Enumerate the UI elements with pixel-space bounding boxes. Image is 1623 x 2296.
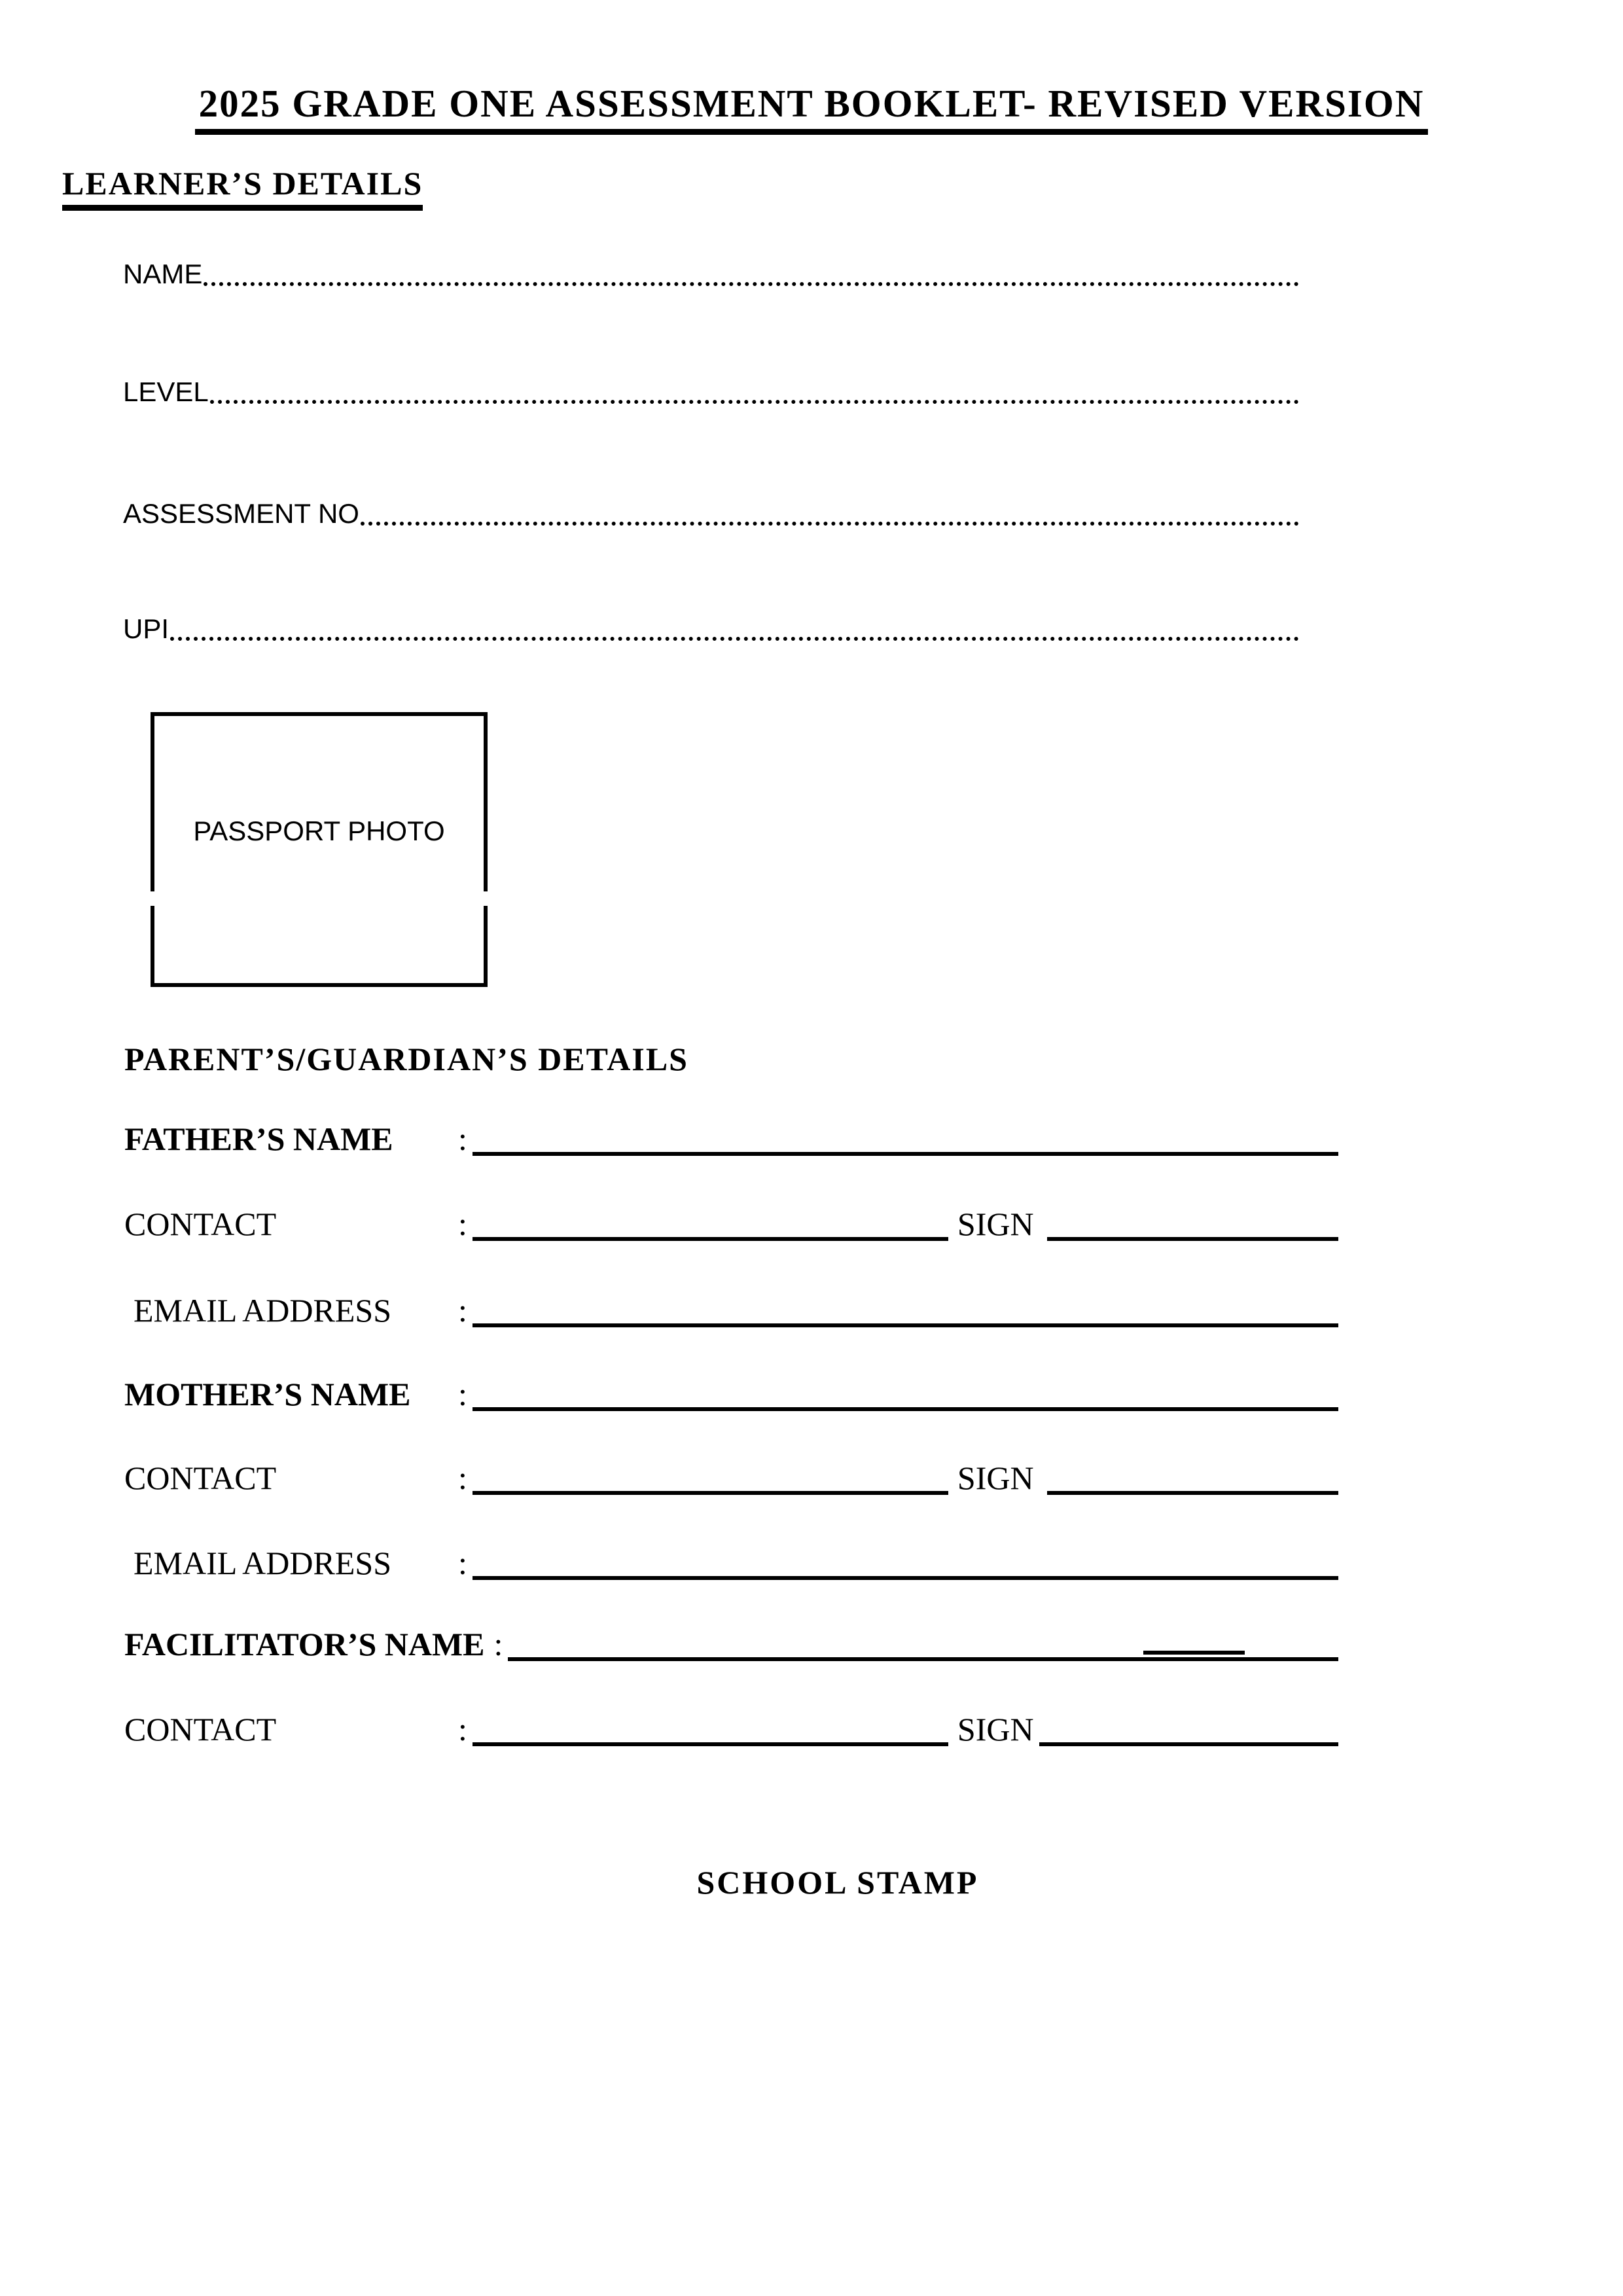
sign-label: SIGN (957, 1205, 1034, 1242)
parents-guardians-section (124, 1041, 688, 1079)
form-label-facilitators-name: FACILITATOR’S NAME (124, 1625, 485, 1662)
form-label-mothers-name: MOTHER’S NAME (124, 1375, 411, 1412)
form-row-fathers-name (124, 1121, 1338, 1158)
fill-line (473, 1323, 1338, 1327)
sign-fill-line (1047, 1237, 1338, 1241)
sign-label: SIGN (957, 1459, 1034, 1496)
passport-photo-label: PASSPORT PHOTO (193, 816, 445, 846)
field-label-assessment-no: ASSESSMENT NO (123, 497, 359, 529)
form-label-email-address: EMAIL ADDRESS (134, 1544, 392, 1581)
sign-fill-line (1039, 1742, 1338, 1746)
form-row-mother-email (124, 1545, 1338, 1582)
fill-line (473, 1407, 1338, 1411)
box-border-gap-right (483, 891, 488, 906)
colon-separator: : (458, 1544, 467, 1581)
sign-label: SIGN (957, 1710, 1034, 1748)
contact-fill-line (473, 1237, 948, 1241)
box-border-gap-left (150, 891, 155, 906)
field-row-assessment-no (123, 496, 1299, 530)
fill-line (473, 1152, 1338, 1156)
field-row-upi (123, 611, 1299, 645)
learners-details-heading: LEARNER’S DETAILS (62, 165, 423, 211)
form-row-facilitators-name (124, 1626, 1338, 1663)
passport-photo-box (151, 712, 488, 987)
colon-separator: : (458, 1459, 467, 1496)
contact-fill-line (473, 1491, 948, 1495)
parents-guardians-heading: PARENT’S/GUARDIAN’S DETAILS (124, 1041, 688, 1077)
dotted-fill-line (170, 637, 1299, 641)
dotted-fill-line (361, 522, 1299, 526)
field-label-upi: UPI (123, 613, 169, 644)
contact-fill-line (473, 1742, 948, 1746)
form-label-email-address: EMAIL ADDRESS (134, 1291, 392, 1329)
learners-details-section (62, 165, 423, 211)
field-label-name: NAME (123, 258, 203, 289)
colon-separator: : (493, 1625, 503, 1662)
field-row-level (123, 374, 1299, 408)
fill-line (473, 1576, 1338, 1580)
form-label-contact: CONTACT (124, 1459, 277, 1496)
form-row-facilitator-contact (124, 1711, 1338, 1748)
colon-separator: : (458, 1375, 467, 1412)
form-row-mother-contact (124, 1460, 1338, 1497)
sign-fill-line (1047, 1491, 1338, 1495)
field-label-level: LEVEL (123, 376, 209, 407)
title-row (0, 82, 1623, 135)
form-label-fathers-name: FATHER’S NAME (124, 1120, 393, 1157)
school-stamp-label: SCHOOL STAMP (696, 1864, 979, 1901)
school-stamp-area (0, 1864, 1623, 1902)
form-row-mothers-name (124, 1376, 1338, 1413)
colon-separator: : (458, 1291, 467, 1329)
colon-separator: : (458, 1205, 467, 1242)
document-title: 2025 GRADE ONE ASSESSMENT BOOKLET- REVISED VERSION (195, 82, 1429, 135)
fill-line (508, 1657, 1338, 1661)
dotted-fill-line (204, 282, 1299, 286)
form-label-contact: CONTACT (124, 1205, 277, 1242)
field-row-name (123, 257, 1299, 291)
form-row-father-email (124, 1292, 1338, 1329)
colon-separator: : (458, 1120, 467, 1157)
dotted-fill-line (210, 400, 1299, 404)
form-row-father-contact (124, 1206, 1338, 1243)
colon-separator: : (458, 1710, 467, 1748)
line-overlap-segment (1143, 1651, 1245, 1655)
form-label-contact: CONTACT (124, 1710, 277, 1748)
